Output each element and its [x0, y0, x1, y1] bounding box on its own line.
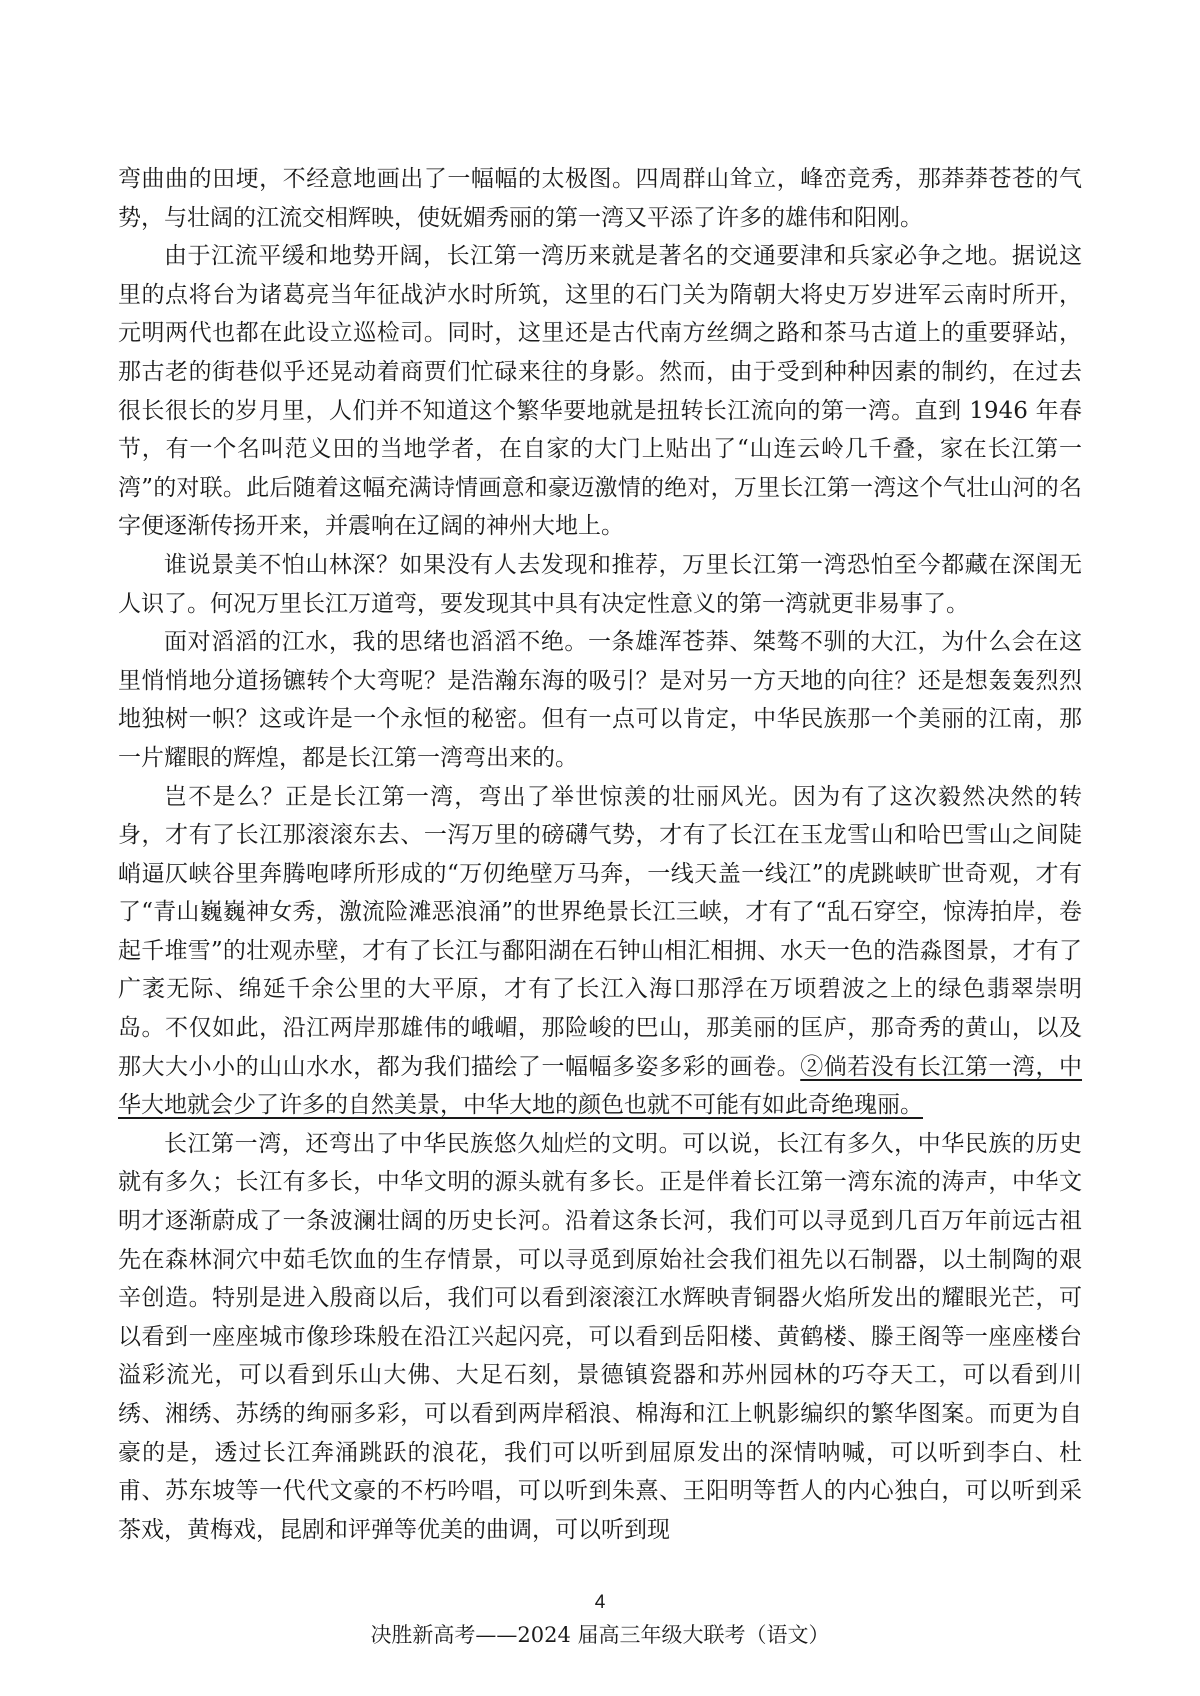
paragraph: [118, 160, 1082, 237]
paragraph-text: 谁说景美不怕山林深？如果没有人去发现和推荐，万里长江第一湾恐怕至今都藏在深闺无人识了。何况万里长江万道弯，要发现其中具有决定性意义的第一湾就更非易事了。: [118, 551, 1082, 617]
paragraph-text: 由于江流平缓和地势开阔，长江第一湾历来就是著名的交通要津和兵家必争之地。据说这里的点将台为诸葛亮当年征战泸水时所筑，这里的石门关为隋朝大将史万岁进军云南时所开，元明两代也都在此设立巡检司。同时，这里还是古代南方丝绸之路和茶马古道上的重要驿站，那古老的街巷似乎还晃动着商贾们忙碌来往的身影。然而，由于受到种种因素的制约，在过去很长很长的岁月里，人们并不知道这个繁华要地就是扭转长江流向的第一湾。直到 1946 年春节，有一个名叫范义田的当地学者，在自家的大门上贴出了“山连云岭几千叠，家在长江第一湾”的对联。此后随着这幅充满诗情画意和豪迈激情的绝对，万里长江第一湾这个气壮山河的名字便逐渐传扬开来，并震响在辽阔的神州大地上。: [118, 243, 1082, 540]
paragraph: [118, 623, 1082, 777]
paragraph-text: 岂不是么？正是长江第一湾，弯出了举世惊羡的壮丽风光。因为有了这次毅然决然的转身，才有了长江那滚滚东去、一泻万里的磅礴气势，才有了长江在玉龙雪山和哈巴雪山之间陡峭逼仄峡谷里奔腾咆哮所形成的“万仞绝壁万马奔，一线天盖一线江”的虎跳峡旷世奇观，才有了“青山巍巍神女秀，激流险滩恶浪涌”的世界绝景长江三峡，才有了“乱石穿空，惊涛拍岸，卷起千堆雪”的壮观赤壁，才有了长江与鄱阳湖在石钟山相汇相拥、水天一色的浩淼图景，才有了广袤无际、绵延千余公里的大平原，才有了长江入海口那浮在万顷碧波之上的绿色翡翠崇明岛。不仅如此，沿江两岸那雄伟的峨嵋，那险峻的巴山，那美丽的匡庐，那奇秀的黄山，以及那大大小小的山山水水，都为我们描绘了一幅幅多姿多彩的画卷。: [118, 783, 1082, 1080]
paragraph: [118, 778, 1082, 1125]
page-number: 4: [594, 1592, 606, 1613]
paragraph: [118, 237, 1082, 546]
paragraph: [118, 1125, 1082, 1550]
passage-body: [118, 160, 1082, 1549]
paragraph-text: 弯曲曲的田埂，不经意地画出了一幅幅的太极图。四周群山耸立，峰峦竞秀，那莽莽苍苍的气势，与壮阔的江流交相辉映，使妩媚秀丽的第一湾又平添了许多的雄伟和阳刚。: [118, 166, 1082, 231]
underlined-sentence: ②倘若没有长江第一湾，中华大地就会少了许多的自然美景，中华大地的颜色也就不可能有如此奇绝瑰丽。: [118, 1053, 1083, 1119]
paragraph-text: 长江第一湾，还弯出了中华民族悠久灿烂的文明。可以说，长江有多久，中华民族的历史就有多久；长江有多长，中华文明的源头就有多长。正是伴着长江第一湾东流的涛声，中华文明才逐渐蔚成了一条波澜壮阔的历史长河。沿着这条长河，我们可以寻觅到几百万年前远古祖先在森林洞穴中茹毛饮血的生存情景，可以寻觅到原始社会我们祖先以石制器，以土制陶的艰辛创造。特别是进入殷商以后，我们可以看到滚滚江水辉映青铜器火焰所发出的耀眼光芒，可以看到一座座城市像珍珠般在沿江兴起闪亮，可以看到岳阳楼、黄鹤楼、滕王阁等一座座楼台溢彩流光，可以看到乐山大佛、大足石刻，景德镇瓷器和苏州园林的巧夺天工，可以看到川绣、湘绣、苏绣的绚丽多彩，可以看到两岸稻浪、棉海和江上帆影编织的繁华图案。而更为自豪的是，透过长江奔涌跳跃的浪花，我们可以听到屈原发出的深情呐喊，可以听到李白、杜甫、苏东坡等一代代文豪的不朽吟唱，可以听到朱熹、王阳明等哲人的内心独白，可以听到采茶戏，黄梅戏，昆剧和评弹等优美的曲调，可以听到现: [118, 1130, 1082, 1543]
paragraph-text: 面对滔滔的江水，我的思绪也滔滔不绝。一条雄浑苍莽、桀骜不驯的大江，为什么会在这里悄悄地分道扬镳转个大弯呢？是浩瀚东海的吸引？是对另一方天地的向往？还是想轰轰烈烈地独树一帜？这或许是一个永恒的秘密。但有一点可以肯定，中华民族那一个美丽的江南，那一片耀眼的辉煌，都是长江第一湾弯出来的。: [118, 629, 1082, 771]
footer-title: 决胜新高考——2024 届高三年级大联考（语文）: [370, 1623, 830, 1647]
paragraph: [118, 546, 1082, 623]
